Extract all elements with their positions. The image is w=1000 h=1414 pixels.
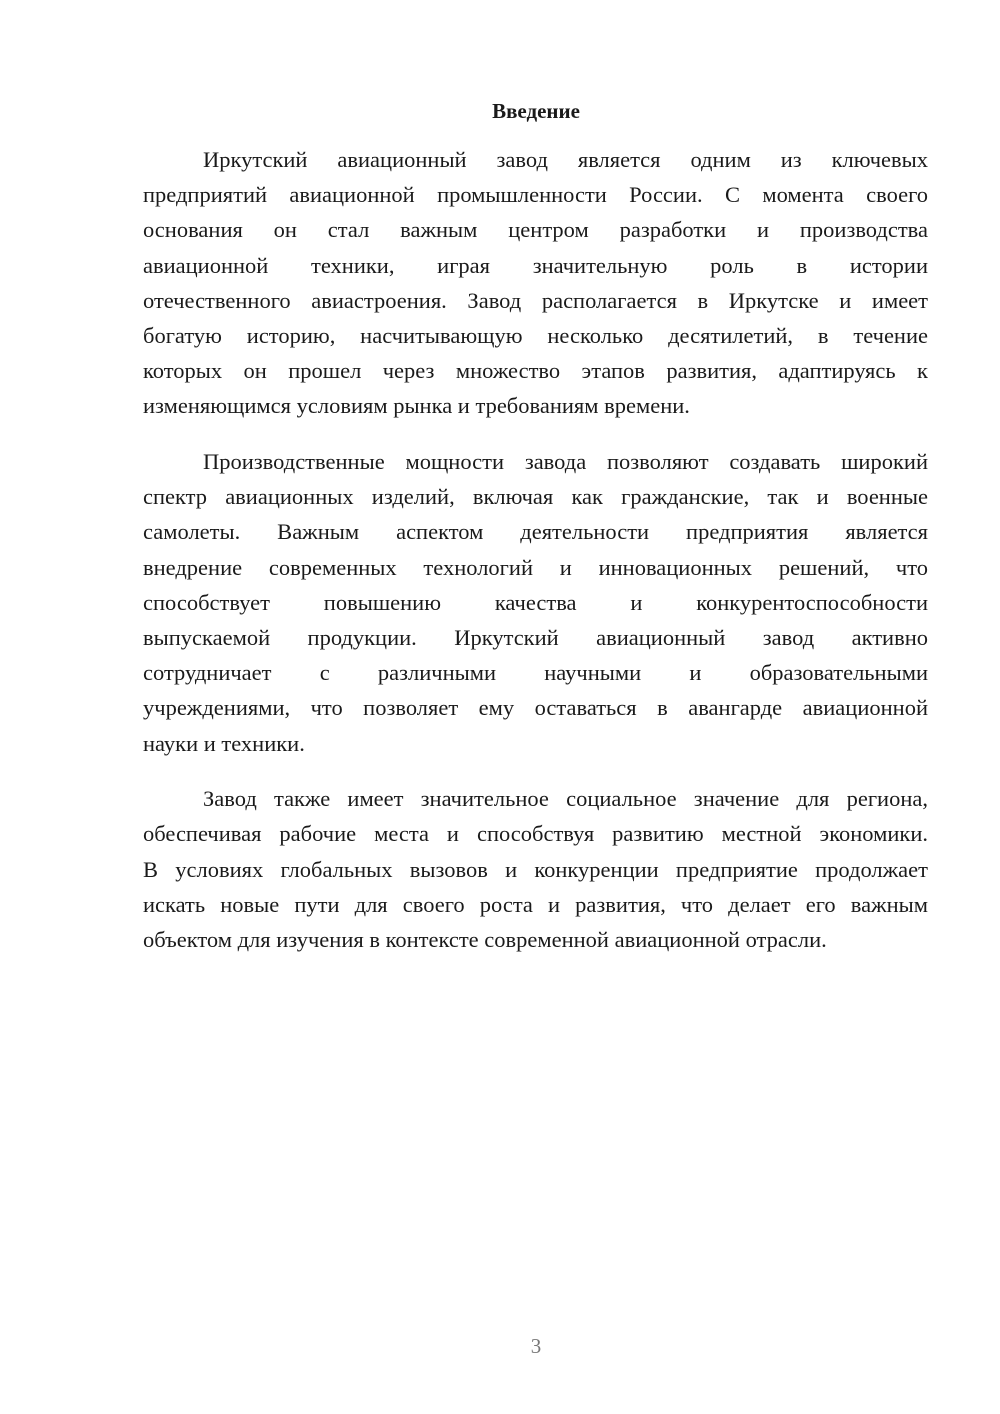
text-line: объектом для изучения в контексте современной авиационной отрасли. — [143, 926, 827, 952]
paragraph — [143, 142, 928, 424]
document-body — [143, 142, 928, 978]
text-line: основания он стал важным центром разработки и производства — [143, 217, 928, 243]
text-line: Производственные мощности завода позволяют создавать широкий — [203, 449, 928, 474]
paragraph — [143, 444, 928, 761]
text-line: способствует повышению качества и конкурентоспособности — [143, 589, 928, 615]
page-title: Введение — [492, 99, 580, 123]
text-line: отечественного авиастроения. Завод располагается в Иркутске и имеет — [143, 287, 928, 313]
text-line: учреждениями, что позволяет ему оставаться в авангарде авиационной — [143, 695, 928, 721]
text-line: Иркутский авиационный завод является одним из ключевых — [203, 147, 928, 172]
text-line: внедрение современных технологий и инновационных решений, что — [143, 554, 928, 580]
paragraph — [143, 781, 928, 957]
text-line: авиационной техники, играя значительную роль в истории — [143, 252, 928, 278]
text-line: обеспечивая рабочие места и способствуя развитию местной экономики. — [143, 821, 928, 847]
text-line: сотрудничает с различными научными и образовательными — [143, 660, 928, 686]
text-line: которых он прошел через множество этапов развития, адаптируясь к — [143, 358, 928, 384]
text-line: богатую историю, насчитывающую несколько десятилетий, в течение — [143, 322, 928, 348]
text-line: спектр авиационных изделий, включая как гражданские, так и военные — [143, 484, 928, 510]
text-line: самолеты. Важным аспектом деятельности предприятия является — [143, 519, 928, 545]
text-line: выпускаемой продукции. Иркутский авиационный завод активно — [143, 624, 928, 650]
text-line: предприятий авиационной промышленности России. С момента своего — [143, 182, 928, 208]
page-number: 3 — [530, 1334, 542, 1358]
text-line: изменяющимся условиям рынка и требованиям времени. — [143, 393, 690, 419]
text-line: В условиях глобальных вызовов и конкуренции предприятие продолжает — [143, 856, 928, 882]
text-line: науки и техники. — [143, 730, 305, 756]
text-line: искать новые пути для своего роста и развития, что делает его важным — [143, 891, 928, 917]
text-line: Завод также имеет значительное социальное значение для региона, — [203, 786, 928, 812]
